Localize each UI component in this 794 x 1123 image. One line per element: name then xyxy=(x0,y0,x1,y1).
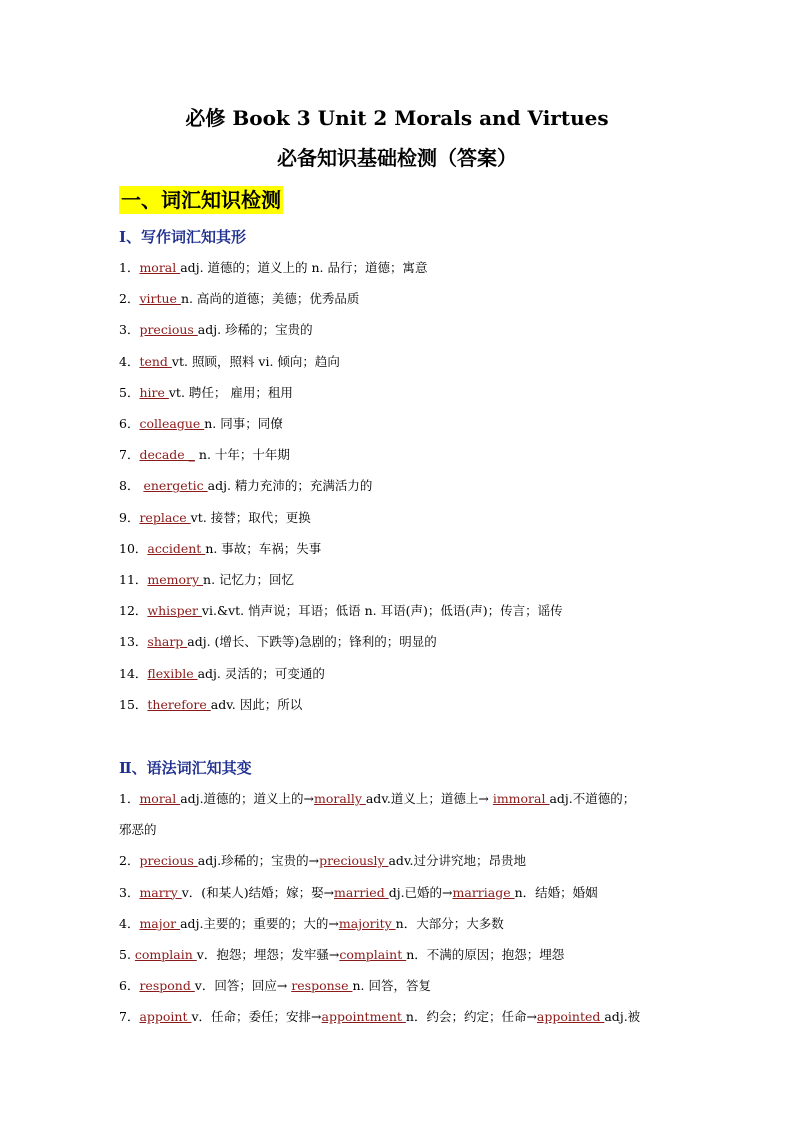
vocab-item xyxy=(119,633,437,651)
item-text: 1． xyxy=(119,791,140,806)
answer-word: married xyxy=(334,884,389,900)
word-form-item xyxy=(119,977,431,995)
item-text: 2． xyxy=(119,853,140,869)
item-number: 14． xyxy=(119,665,148,681)
item-number: 5． xyxy=(119,384,140,400)
vocab-item xyxy=(119,696,302,714)
vocab-item xyxy=(119,602,563,620)
answer-word: energetic xyxy=(143,478,208,494)
answer-word: appointed xyxy=(536,1009,605,1025)
item-text: 3． xyxy=(119,884,140,900)
answer-word: morally xyxy=(314,791,366,806)
item-number: 2． xyxy=(119,291,140,307)
answer-word: appoint xyxy=(139,1009,192,1025)
word-form-item xyxy=(119,821,157,839)
item-number: 9． xyxy=(119,509,140,525)
answer-word: virtue xyxy=(139,291,181,307)
word-form-item xyxy=(119,946,564,964)
item-number: 6． xyxy=(119,416,140,431)
answer-word: response xyxy=(291,978,353,994)
item-text: adj.不道德的； xyxy=(549,791,636,806)
answer-word: whisper xyxy=(147,603,202,619)
section-heading-vocabulary: 一、词汇知识检测 xyxy=(121,188,281,212)
definition: adj. 灵活的；可变通的 xyxy=(197,665,325,681)
definition: adj. (增长、下跌等)急剧的；锋利的；明显的 xyxy=(187,634,437,650)
item-text: n．大部分；大多数 xyxy=(395,915,504,931)
item-number: 13． xyxy=(119,634,148,650)
item-text: adv.道义上；道德上→ xyxy=(365,791,493,806)
item-text: adj.珍稀的；宝贵的→ xyxy=(197,853,320,869)
document-title: 必修 Book 3 Unit 2 Morals and Virtues xyxy=(185,106,609,130)
word-form-item xyxy=(119,852,526,870)
answer-word: appointment xyxy=(321,1009,406,1025)
answer-word: precious xyxy=(139,853,198,869)
item-number: 1． xyxy=(119,260,140,275)
item-text: n．不满的原因；抱怨；埋怨 xyxy=(406,947,565,962)
vocab-item xyxy=(119,353,340,371)
vocab-item xyxy=(119,259,427,277)
word-form-item xyxy=(119,790,635,808)
answer-word: marry xyxy=(139,884,182,900)
vocab-item xyxy=(119,540,321,558)
item-text: v．抱怨；埋怨；发牢骚→ xyxy=(196,947,340,962)
vocab-item xyxy=(119,477,372,495)
answer-word: complaint xyxy=(339,947,407,962)
vocab-item xyxy=(119,571,294,589)
answer-word: therefore xyxy=(147,696,211,712)
definition: vi.&vt. 悄声说；耳语；低语 n. 耳语(声)；低语(声)；传言；谣传 xyxy=(201,603,563,619)
definition: vt. 聘任； 雇用；租用 xyxy=(168,384,293,400)
word-form-item xyxy=(119,915,504,933)
answer-word: respond xyxy=(139,978,195,994)
item-text: v．回答；回应→ xyxy=(194,978,292,994)
answer-word: decade _ xyxy=(139,447,195,463)
answer-word: immoral xyxy=(492,791,550,806)
item-number: 4． xyxy=(119,353,140,369)
answer-word: tend xyxy=(139,353,172,369)
answer-word: flexible xyxy=(147,665,198,681)
item-text: dj.已婚的→ xyxy=(388,884,453,900)
part1-heading: Ⅰ、写作词汇知其形 xyxy=(119,228,247,246)
item-text: 6． xyxy=(119,978,140,994)
document-subtitle: 必备知识基础检测（答案） xyxy=(277,146,517,170)
vocab-item xyxy=(119,509,311,527)
definition: adj. 道德的；道义上的 n. 品行；道德；寓意 xyxy=(180,260,428,275)
item-text: adj.被 xyxy=(604,1009,641,1025)
item-text: v．(和某人)结婚；嫁；娶→ xyxy=(181,884,335,900)
answer-word: replace xyxy=(139,509,191,525)
item-number: 8． xyxy=(119,478,144,494)
definition: adj. 珍稀的；宝贵的 xyxy=(197,322,313,338)
item-number: 11． xyxy=(119,572,148,587)
answer-word: major xyxy=(139,915,181,931)
definition: vt. 照顾，照料 vi. 倾向；趋向 xyxy=(171,353,340,369)
vocab-item xyxy=(119,290,359,308)
item-text: adv.过分讲究地；昂贵地 xyxy=(388,853,526,869)
item-text: v．任命；委任；安排→ xyxy=(191,1009,322,1025)
item-text: n．结婚；婚姻 xyxy=(514,884,598,900)
word-form-item xyxy=(119,1008,640,1026)
answer-word: hire xyxy=(139,384,169,400)
item-text: adj.道德的；道义上的→ xyxy=(180,791,315,806)
definition: n. 高尚的道德；美德；优秀品质 xyxy=(180,291,360,307)
item-number: 12． xyxy=(119,603,148,619)
answer-word: memory xyxy=(147,572,204,587)
answer-word: majority xyxy=(338,915,396,931)
item-number: 3． xyxy=(119,322,140,338)
vocab-item xyxy=(119,446,290,464)
item-text: 4． xyxy=(119,915,140,931)
definition: n. 十年；十年期 xyxy=(194,447,290,463)
answer-word: colleague xyxy=(139,416,205,431)
answer-word: complain xyxy=(134,947,197,962)
definition: vt. 接替；取代；更换 xyxy=(190,509,311,525)
definition: adj. 精力充沛的；充满活力的 xyxy=(207,478,373,494)
vocab-item xyxy=(119,415,283,433)
answer-word: precious xyxy=(139,322,198,338)
answer-word: marriage xyxy=(452,884,515,900)
vocab-item xyxy=(119,321,313,339)
item-text: 邪恶的 xyxy=(119,822,157,838)
answer-word: preciously xyxy=(319,853,389,869)
vocab-item xyxy=(119,384,293,402)
item-number: 10． xyxy=(119,540,148,556)
item-text: 5. xyxy=(119,947,135,962)
definition: n. 事故；车祸；失事 xyxy=(205,540,322,556)
item-number: 15． xyxy=(119,696,148,712)
part2-heading: Ⅱ、语法词汇知其变 xyxy=(119,759,252,777)
item-text: n. 回答，答复 xyxy=(352,978,431,994)
item-text: 7． xyxy=(119,1009,140,1025)
item-text: n．约会；约定；任命→ xyxy=(405,1009,537,1025)
definition: n. 同事；同僚 xyxy=(204,416,283,431)
definition: adv. 因此；所以 xyxy=(210,696,303,712)
definition: n. 记忆力；回忆 xyxy=(203,572,295,587)
answer-word: moral xyxy=(139,260,181,275)
answer-word: moral xyxy=(139,791,181,806)
item-number: 7． xyxy=(119,447,140,463)
item-text: adj.主要的；重要的；大的→ xyxy=(180,915,339,931)
answer-word: accident xyxy=(147,540,206,556)
answer-word: sharp xyxy=(147,634,188,650)
vocab-item xyxy=(119,665,325,683)
word-form-item xyxy=(119,884,598,902)
